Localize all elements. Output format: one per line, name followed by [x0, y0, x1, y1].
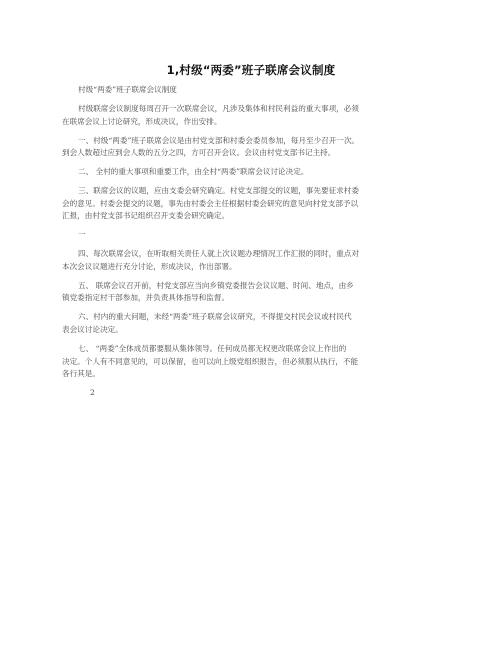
text-line: 三、联席会议的议题，应由支委会研究确定。村党支部提交的议题，事先要征求村委 [78, 186, 359, 196]
text-line: 村级“两委”班子联席会议制度 [78, 85, 177, 94]
text-line: 决定。个人有不同意见的，可以保留，也可以向上级党组织报告，但必须服从执行，不能 [62, 356, 359, 366]
paragraph-item-6 [62, 311, 434, 336]
text-line: 本次会议议题进行充分讨论，形成决议，作出部署。 [62, 261, 237, 271]
paragraph-item-3 [62, 185, 434, 223]
text-line: 在联席会议上讨论研究，形成决议，作出安排。 [62, 116, 222, 126]
text-line: 各行其是。 [62, 369, 100, 379]
text-line: 会的意见。村委会提交的议题，事先由村委会主任根据村委会研究的意见向村党支部予以 [62, 198, 359, 208]
paragraph-item-2 [62, 166, 434, 179]
paragraph-item-7 [62, 343, 434, 381]
paragraph-intro [62, 103, 434, 128]
paragraph-heading [62, 84, 434, 97]
paragraph-item-1 [62, 135, 434, 160]
text-line: 六、村内的重大问题，未经“两委”班子联席会议研究，不得提交村民会议或村民代 [78, 312, 352, 322]
text-line: 四、每次联席会议，在听取相关责任人就上次议题办理情况工作汇报的同时，重点对 [78, 249, 359, 259]
text-line: 汇报，由村党支部书记组织召开支委会研究确定。 [62, 211, 230, 221]
document-body [62, 84, 434, 400]
text-line: 二、 全村的重大事项和重要工作，由全村“两委”联席会议讨论决定。 [78, 167, 309, 177]
document-title: 1,村级“两委”班子联席会议制度 [166, 63, 336, 77]
text-line: 村级联席会议制度每周召开一次联席会议，凡涉及集体和村民利益的重大事项，必须 [78, 103, 359, 113]
text-line: 一、村级“两委”班子联席会议是由村党支部和村委会委员参加，每月至少召开一次。 [78, 135, 360, 145]
text-line: 七、 “两委”全体成员都要服从集体领导。任何成员都无权更改联席会议上作出的 [78, 344, 347, 354]
paragraph-item-4 [62, 248, 434, 273]
text-line: 到会人数超过应到会人数的五分之四，方可召开会议。会议由村党支部书记主持。 [62, 148, 336, 158]
text-line: 一 [78, 230, 86, 240]
paragraph-separator [62, 229, 434, 242]
text-line: 表会议讨论决定。 [62, 325, 123, 335]
page-number: 2 [90, 388, 95, 398]
paragraph-item-5 [62, 280, 434, 305]
text-line: 五、 联席会议召开前，村党支部应当向乡镇党委报告会议议题、时间、地点，由乡 [78, 280, 354, 290]
text-line: 镇党委指定村干部参加，并负责具体指导和监督。 [62, 293, 230, 303]
